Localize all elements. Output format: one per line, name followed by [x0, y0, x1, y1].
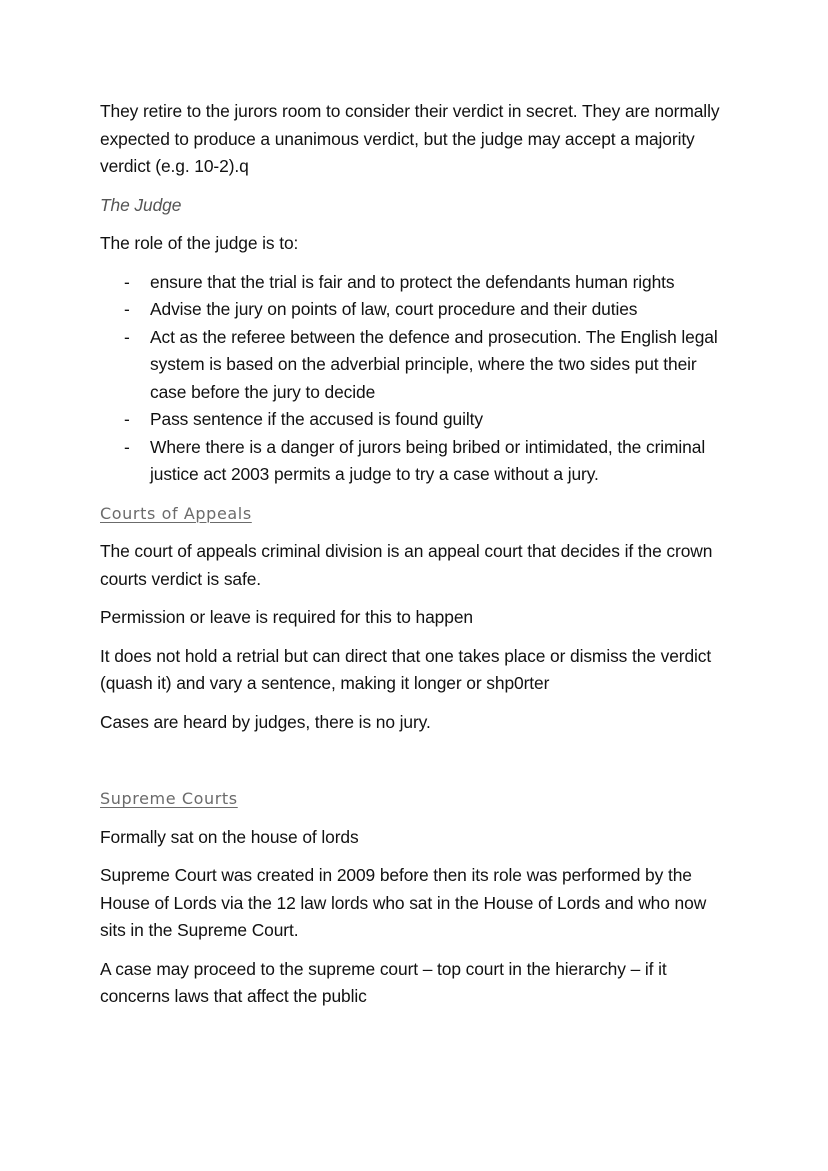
- list-item: - Where there is a danger of jurors being bribed or intimidated, the criminal justice act 2003 permits a judge to try a case without a jury.: [100, 434, 730, 489]
- list-item: - Pass sentence if the accused is found guilty: [100, 406, 730, 434]
- appeals-paragraph: Permission or leave is required for this to happen: [100, 607, 473, 627]
- dash-bullet-icon: -: [124, 271, 130, 292]
- list-item: - Act as the referee between the defence and prosecution. The English legal system is based on the adverbial principle, where the two sides put their case before the jury to decide: [100, 324, 730, 407]
- document-page: [100, 98, 730, 1022]
- list-item: - Advise the jury on points of law, court procedure and their duties: [100, 296, 730, 324]
- supreme-paragraph: Supreme Court was created in 2009 before then its role was performed by the House of Lords via the 12 law lords who sat in the House of Lords and who now sits in the Supreme Court.: [100, 865, 707, 940]
- list-item: - ensure that the trial is fair and to protect the defendants human rights: [100, 269, 730, 297]
- appeals-heading: Courts of Appeals: [100, 503, 252, 523]
- dash-bullet-icon: -: [124, 326, 130, 347]
- supreme-heading: Supreme Courts: [100, 789, 238, 808]
- dash-bullet-icon: -: [124, 299, 130, 319]
- judge-role-list: [100, 269, 730, 489]
- dash-bullet-icon: -: [124, 409, 130, 429]
- intro-paragraph: They retire to the jurors room to consider their verdict in secret. They are normally expected to produce a unanimous verdict, but the judge may accept a majority verdict (e.g. 10-2).q: [100, 101, 720, 176]
- judge-heading: The Judge: [100, 194, 182, 215]
- dash-bullet-icon: -: [124, 436, 130, 457]
- appeals-paragraph: The court of appeals criminal division is an appeal court that decides if the crown courts verdict is safe.: [100, 541, 713, 589]
- supreme-paragraph: A case may proceed to the supreme court – top court in the hierarchy – if it concerns laws that affect the public: [100, 958, 667, 1006]
- judge-lead: The role of the judge is to:: [100, 233, 299, 253]
- appeals-paragraph: Cases are heard by judges, there is no jury.: [100, 711, 431, 732]
- supreme-paragraph: Formally sat on the house of lords: [100, 826, 359, 847]
- appeals-paragraph: It does not hold a retrial but can direct that one takes place or dismiss the verdict (quash it) and vary a sentence, making it longer or shp0rter: [100, 645, 712, 693]
- spacer: [100, 747, 730, 785]
